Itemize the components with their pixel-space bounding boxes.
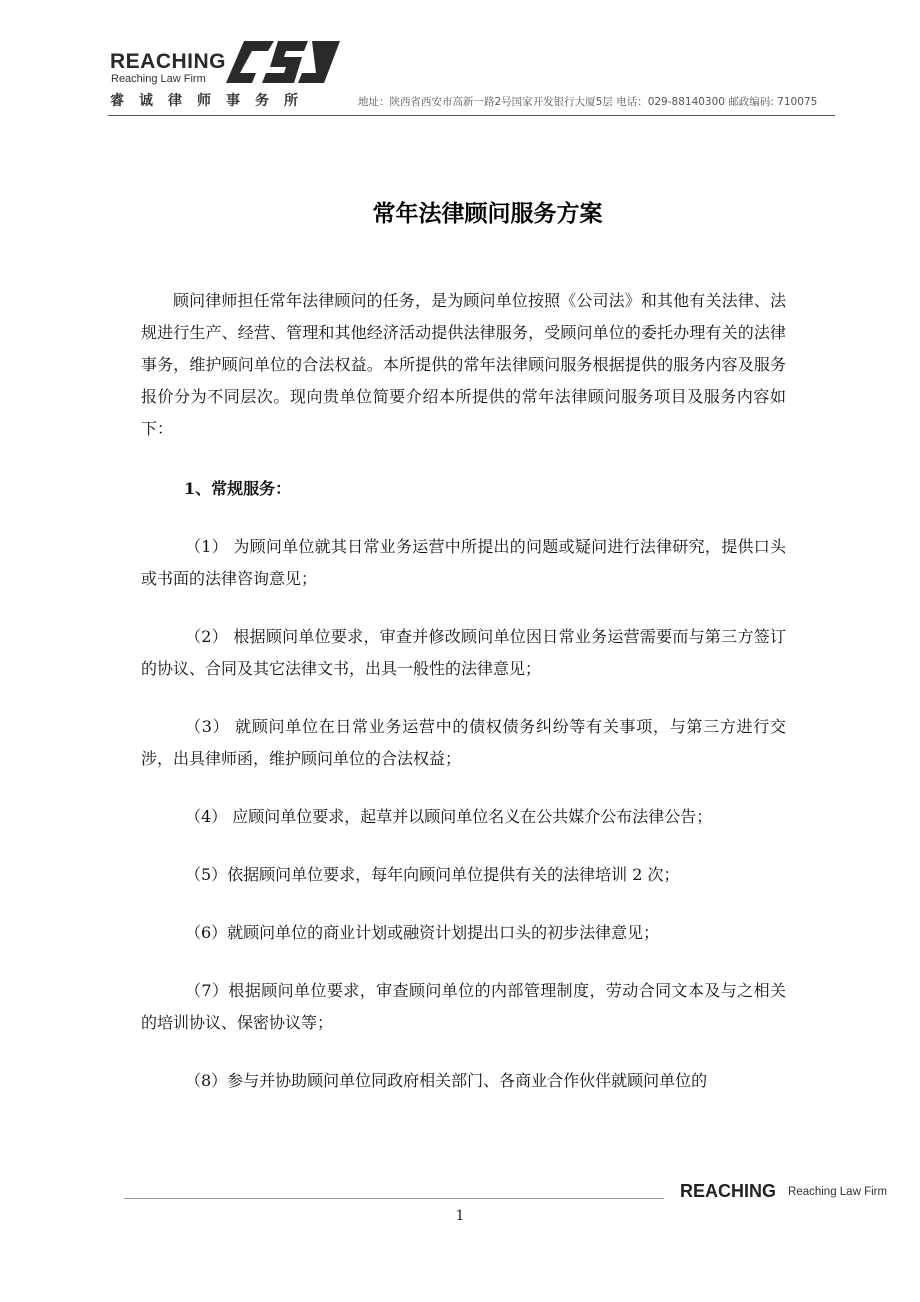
service-item-4: （4） 应顾问单位要求，起草并以顾问单位名义在公共媒介公布法律公告； xyxy=(185,807,713,826)
service-item-2: （2） 根据顾问单位要求，审查并修改顾问单位因日常业务运营需要而与第三方签订的协议、合同及其它法律文书，出具一般性的法律意见； xyxy=(141,627,786,678)
service-item-6: （6）就顾问单位的商业计划或融资计划提出口头的初步法律意见； xyxy=(185,923,660,942)
firm-logo-wordmark: REACHING xyxy=(110,50,227,73)
footer-divider xyxy=(124,1198,664,1199)
footer-logo-subtitle: Reaching Law Firm xyxy=(788,1186,888,1198)
letterhead xyxy=(0,0,920,125)
service-item-5: （5）依据顾问单位要求，每年向顾问单位提供有关的法律培训 2 次； xyxy=(185,865,680,884)
document-title: 常年法律顾问服务方案 xyxy=(372,201,603,227)
section-heading: 1、常规服务： xyxy=(184,479,292,498)
footer-logo-wordmark: REACHING xyxy=(680,1181,777,1201)
service-item-1: （1） 为顾问单位就其日常业务运营中所提出的问题或疑问进行法律研究，提供口头或书面的法律咨询意见； xyxy=(141,537,786,588)
page-number: 1 xyxy=(455,1208,465,1224)
firm-logo-subtitle: Reaching Law Firm xyxy=(111,73,206,85)
service-item-8: （8）参与并协助顾问单位同政府相关部门、各商业合作伙伴就顾问单位的 xyxy=(185,1071,708,1090)
firm-address: 地址：陕西省西安市高新一路2号国家开发银行大厦5层 电话：029-88140300 邮政编码: 710075 xyxy=(358,96,818,108)
service-item-7: （7）根据顾问单位要求，审查顾问单位的内部管理制度，劳动合同文本及与之相关的培训协议、保密协议等； xyxy=(141,981,786,1032)
csj-logo-icon xyxy=(222,37,342,87)
header-divider xyxy=(108,115,835,116)
document-body xyxy=(141,285,786,1097)
firm-name-chinese: 睿诚律师事务所 xyxy=(110,93,313,109)
service-item-3: （3） 就顾问单位在日常业务运营中的债权债务纠纷等有关事项，与第三方进行交涉，出具律师函，维护顾问单位的合法权益； xyxy=(141,717,786,768)
intro-paragraph: 顾问律师担任常年法律顾问的任务，是为顾问单位按照《公司法》和其他有关法律、法规进行生产、经营、管理和其他经济活动提供法律服务，受顾问单位的委托办理有关的法律事务，维护顾问单位的合法权益。本所提供的常年法律顾问服务根据提供的服务内容及服务报价分为不同层次。现向贵单位简要介绍本所提供的常年法律顾问服务项目及服务内容如下： xyxy=(141,291,786,438)
